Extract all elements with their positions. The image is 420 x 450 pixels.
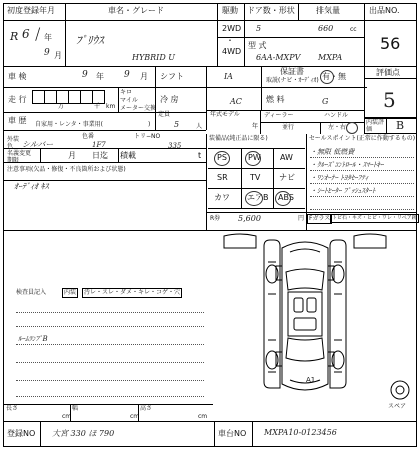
equip-tv: TV <box>250 173 261 182</box>
model-code-value: MXPA <box>318 53 343 62</box>
equip-pw-circle <box>245 151 261 166</box>
first-reg-year-unit: 年 <box>44 33 52 42</box>
r-ticket-value: 5,600 <box>238 214 261 223</box>
first-reg-year: 6 <box>22 27 30 41</box>
model-type-label: 型 式 <box>248 41 267 50</box>
equip-leather: カワ <box>214 193 230 202</box>
capacity-unit: 人 <box>196 123 203 130</box>
height-cm: cm <box>198 413 208 420</box>
inspector-tab-interior: 内装 <box>64 289 77 296</box>
shaken-label: 車 検 <box>8 72 27 81</box>
trim-label: トリ−NO <box>134 133 161 140</box>
fuel-label: 燃 料 <box>266 95 285 104</box>
cc-unit: cc <box>350 26 357 33</box>
equip-airbag-circle <box>245 191 263 206</box>
doors-label: ドア数・形状 <box>247 6 295 15</box>
first-reg-label: 初度登録年月 <box>7 6 55 15</box>
capacity-value: 5 <box>174 120 180 129</box>
yen-unit: 円 <box>298 215 305 222</box>
exterior-label: 外装 <box>7 136 20 143</box>
sales-point-1: ・無限 低燃費 <box>310 148 355 156</box>
fuel-value: G <box>322 97 329 106</box>
ac-value: AC <box>230 97 242 106</box>
exterior-value: シルバー <box>22 140 54 149</box>
drive-4wd: 4WD <box>222 47 242 56</box>
color-no-value: 1F7 <box>92 141 106 149</box>
first-reg-month-unit: 月 <box>54 51 62 60</box>
equip-abs-circle <box>275 191 291 206</box>
shaken-month: 9 <box>124 70 130 80</box>
warranty-sub: 取説(ナビ・ｵｰﾃﾞｨｵ) <box>266 77 319 84</box>
width-label: 幅 <box>72 405 79 412</box>
length-cm: cm <box>62 413 72 420</box>
unit-man: 万 <box>58 103 65 110</box>
equip-ps: PS <box>217 153 227 162</box>
score-value: 5 <box>383 88 396 112</box>
model-year-label: 年式モデル <box>210 111 240 118</box>
sales-point-2: ・ｸﾙｰｽﾞｺﾝﾄﾛｰﾙ・ｽﾏｰﾄｷｰ <box>310 161 384 169</box>
shift-value: IA <box>224 72 233 81</box>
lot-no-label: 出品NO. <box>369 6 400 15</box>
equipment-grid <box>208 148 306 208</box>
interior-score-label: 内装評価 <box>366 119 385 133</box>
shaken-year: 9 <box>82 70 88 80</box>
displacement-label: 排気量 <box>316 6 340 15</box>
handle-value: 左・右 <box>328 124 347 131</box>
interior-score-value: B <box>396 119 405 132</box>
sales-point-3: ・ﾜﾝｵｰﾅｰ ﾄﾖﾀｾｰﾌﾃｨ <box>310 174 369 182</box>
handle-selected-circle <box>346 122 358 134</box>
trim-no-value: 335 <box>168 142 182 150</box>
warranty-selected-circle <box>320 70 334 84</box>
ton-unit: t <box>198 151 202 160</box>
spare-label: スペア <box>388 403 407 410</box>
unit-km: km <box>106 103 116 110</box>
shift-label: シフト <box>160 72 184 81</box>
first-reg-month: 9 <box>44 48 50 58</box>
glass-tab-damage: トビ石・キズ・ヒビ・ワレ・リペア跡 <box>332 215 417 221</box>
equipment-label: 装備品(純正品に限る) <box>209 135 268 142</box>
name-change-label: 名義変更期限 <box>7 150 32 164</box>
drive-2wd: 2WD <box>222 24 242 33</box>
name-change-month-unit: 月 <box>68 151 76 160</box>
car-name-label: 車名・グレード <box>108 6 164 15</box>
color-label: 色 <box>7 143 14 150</box>
warranty-options: 有・無 <box>322 72 346 81</box>
handle-label: ハンドル <box>324 112 349 119</box>
equip-ps-circle <box>214 151 230 166</box>
drive-label: 駆動 <box>222 6 238 15</box>
equip-pw: PW <box>248 153 261 162</box>
length-label: 長さ <box>6 405 19 412</box>
equip-sr: SR <box>217 173 228 182</box>
dealer-sub: 並行 <box>282 124 295 131</box>
shaken-month-unit: 月 <box>140 72 148 81</box>
model-type-value: 6AA-MXPV <box>256 53 301 62</box>
mileage-label: 走 行 <box>8 95 27 104</box>
notes-item-1: ｵｰﾃﾞｨｵ ｷｽ <box>14 182 49 191</box>
displacement-value: 660 <box>318 24 334 33</box>
car-grade-value: HYBRID U <box>132 53 176 62</box>
inspector-label: 検査員記入 <box>16 289 47 296</box>
r-ticket-label: R券 <box>210 215 221 222</box>
name-change-day-unit: 日迄 <box>92 151 108 160</box>
odo-mile: マイル <box>120 97 138 104</box>
equip-airbag: エアB <box>247 193 269 202</box>
drive-dot: ・ <box>226 36 234 45</box>
history-options: 自家用・レンタ・事業用( <box>35 121 103 128</box>
color-no-label: 色番 <box>82 133 95 140</box>
car-name-value: ﾌﾟﾘｳｽ <box>76 34 104 47</box>
equip-abs: ABS <box>278 193 294 202</box>
first-reg-slash: / <box>35 24 41 43</box>
width-cm: cm <box>130 413 140 420</box>
capacity-label: 定員 <box>158 111 171 118</box>
score-label: 評価点 <box>376 68 400 77</box>
chassis-label: 車台NO <box>218 429 247 438</box>
notes-label: 注意事項(欠品・修復・不良箇所および状態) <box>7 166 126 173</box>
chassis-value: MXPA10-0123456 <box>264 428 337 437</box>
warranty-label: 保証書 <box>280 67 304 76</box>
lot-no-value: 56 <box>380 34 401 53</box>
first-reg-era: R <box>10 30 19 43</box>
reg-no-value: 大宮 330 ほ 790 <box>52 429 115 438</box>
sales-point-4: ・ｼｰﾄﾋｰﾀｰ ﾌﾟｯｼｭｽﾀｰﾄ <box>310 187 376 195</box>
odo-replace: メーター交換 <box>120 105 157 112</box>
shaken-year-unit: 年 <box>96 72 104 81</box>
load-label: 積載 <box>120 151 136 160</box>
equip-navi: ナビ <box>279 173 295 182</box>
ac-label: 冷 房 <box>160 95 179 104</box>
sales-points-label: セールスポイント(正常に作動するもの) <box>309 135 416 142</box>
dealer-label: ディーラー <box>264 112 294 119</box>
unit-sen: 千 <box>94 103 101 110</box>
height-label: 高さ <box>140 405 153 412</box>
inspector-tab-conditions: 汚レ・スレ・ダメ・キレ・コゲ・穴 <box>84 289 180 296</box>
doors-value: 5 <box>256 24 262 33</box>
mileage-digits <box>32 90 110 104</box>
reg-no-label: 登録NO <box>7 429 36 438</box>
odo-km: キロ <box>120 89 133 96</box>
a1-mark: A1 <box>306 376 316 384</box>
history-close: ) <box>148 121 151 128</box>
glass-tab-front: Fガラス <box>309 215 331 222</box>
history-label: 車 歴 <box>8 116 27 125</box>
equip-aw: AW <box>280 153 293 162</box>
model-year-unit: 年 <box>252 123 259 130</box>
inspector-note-3: ﾙｰﾑﾗﾝﾌﾟB <box>18 335 48 343</box>
